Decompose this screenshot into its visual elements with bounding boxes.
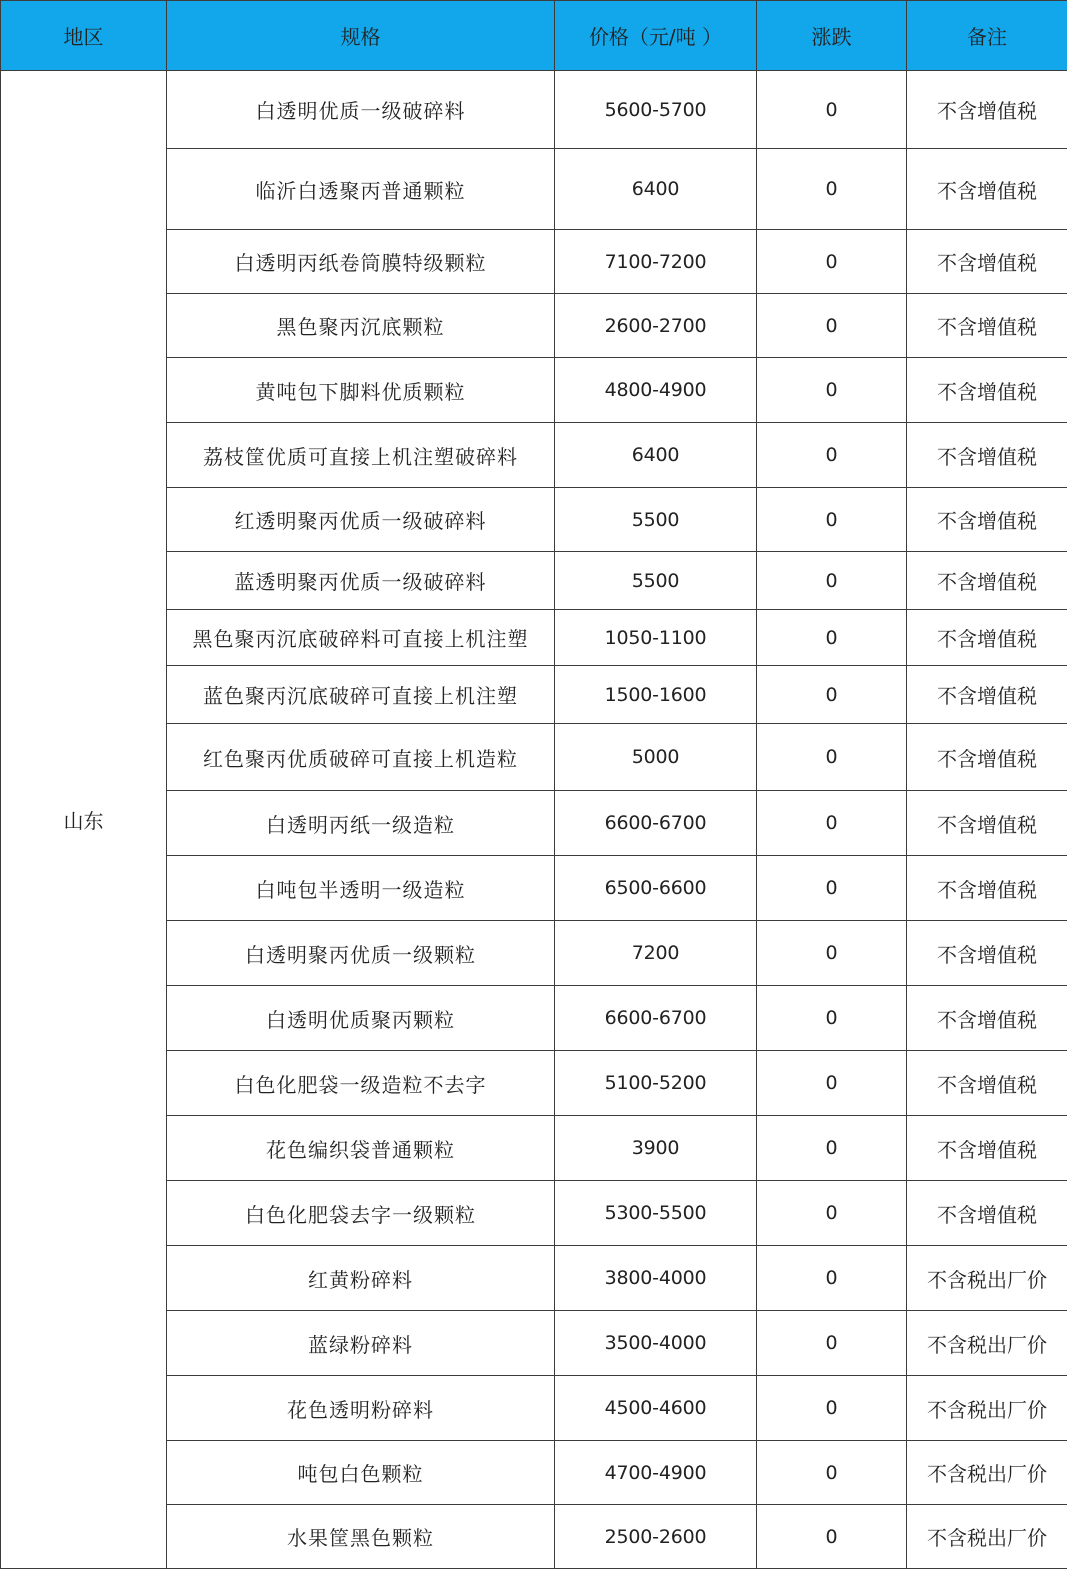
note-cell: 不含增值税 bbox=[907, 294, 1067, 358]
change-cell: 0 bbox=[757, 1116, 907, 1181]
header-note: 备注 bbox=[907, 1, 1067, 71]
price-cell: 5500 bbox=[555, 488, 757, 552]
price-cell: 4700-4900 bbox=[555, 1441, 757, 1505]
price-cell: 7100-7200 bbox=[555, 230, 757, 294]
header-price: 价格（元/吨 ） bbox=[555, 1, 757, 71]
spec-cell: 白色化肥袋去字一级颗粒 bbox=[167, 1181, 555, 1246]
price-cell: 2500-2600 bbox=[555, 1505, 757, 1569]
change-cell: 0 bbox=[757, 666, 907, 724]
header-change: 涨跌 bbox=[757, 1, 907, 71]
table-header bbox=[1, 1, 1067, 71]
note-cell: 不含税出厂价 bbox=[907, 1376, 1067, 1441]
price-cell: 5100-5200 bbox=[555, 1051, 757, 1116]
note-cell: 不含增值税 bbox=[907, 1051, 1067, 1116]
change-cell: 0 bbox=[757, 791, 907, 856]
spec-cell: 吨包白色颗粒 bbox=[167, 1441, 555, 1505]
change-cell: 0 bbox=[757, 71, 907, 149]
price-cell: 6400 bbox=[555, 149, 757, 230]
change-cell: 0 bbox=[757, 294, 907, 358]
note-cell: 不含增值税 bbox=[907, 552, 1067, 610]
change-cell: 0 bbox=[757, 488, 907, 552]
note-cell: 不含增值税 bbox=[907, 791, 1067, 856]
spec-cell: 红透明聚丙优质一级破碎料 bbox=[167, 488, 555, 552]
note-cell: 不含增值税 bbox=[907, 610, 1067, 666]
note-cell: 不含税出厂价 bbox=[907, 1441, 1067, 1505]
table-body bbox=[1, 71, 1067, 1569]
price-cell: 5000 bbox=[555, 724, 757, 791]
spec-cell: 荔枝筐优质可直接上机注塑破碎料 bbox=[167, 423, 555, 488]
note-cell: 不含增值税 bbox=[907, 423, 1067, 488]
price-cell: 4800-4900 bbox=[555, 358, 757, 423]
note-cell: 不含增值税 bbox=[907, 856, 1067, 921]
spec-cell: 花色编织袋普通颗粒 bbox=[167, 1116, 555, 1181]
spec-cell: 临沂白透聚丙普通颗粒 bbox=[167, 149, 555, 230]
change-cell: 0 bbox=[757, 1311, 907, 1376]
note-cell: 不含增值税 bbox=[907, 724, 1067, 791]
note-cell: 不含税出厂价 bbox=[907, 1246, 1067, 1311]
price-cell: 5300-5500 bbox=[555, 1181, 757, 1246]
change-cell: 0 bbox=[757, 921, 907, 986]
change-cell: 0 bbox=[757, 1376, 907, 1441]
header-region: 地区 bbox=[1, 1, 167, 71]
price-cell: 6400 bbox=[555, 423, 757, 488]
note-cell: 不含税出厂价 bbox=[907, 1311, 1067, 1376]
region-cell: 山东 bbox=[1, 71, 167, 1569]
spec-cell: 白透明聚丙优质一级颗粒 bbox=[167, 921, 555, 986]
spec-cell: 白色化肥袋一级造粒不去字 bbox=[167, 1051, 555, 1116]
change-cell: 0 bbox=[757, 1505, 907, 1569]
note-cell: 不含增值税 bbox=[907, 1116, 1067, 1181]
note-cell: 不含增值税 bbox=[907, 358, 1067, 423]
spec-cell: 黑色聚丙沉底颗粒 bbox=[167, 294, 555, 358]
spec-cell: 蓝透明聚丙优质一级破碎料 bbox=[167, 552, 555, 610]
price-cell: 7200 bbox=[555, 921, 757, 986]
spec-cell: 黑色聚丙沉底破碎料可直接上机注塑 bbox=[167, 610, 555, 666]
price-cell: 1500-1600 bbox=[555, 666, 757, 724]
change-cell: 0 bbox=[757, 1181, 907, 1246]
price-cell: 4500-4600 bbox=[555, 1376, 757, 1441]
spec-cell: 白吨包半透明一级造粒 bbox=[167, 856, 555, 921]
spec-cell: 红色聚丙优质破碎可直接上机造粒 bbox=[167, 724, 555, 791]
note-cell: 不含税出厂价 bbox=[907, 1505, 1067, 1569]
price-cell: 5500 bbox=[555, 552, 757, 610]
spec-cell: 水果筐黑色颗粒 bbox=[167, 1505, 555, 1569]
price-cell: 3500-4000 bbox=[555, 1311, 757, 1376]
change-cell: 0 bbox=[757, 552, 907, 610]
change-cell: 0 bbox=[757, 986, 907, 1051]
spec-cell: 蓝绿粉碎料 bbox=[167, 1311, 555, 1376]
price-cell: 6600-6700 bbox=[555, 986, 757, 1051]
note-cell: 不含增值税 bbox=[907, 230, 1067, 294]
note-cell: 不含增值税 bbox=[907, 71, 1067, 149]
change-cell: 0 bbox=[757, 358, 907, 423]
note-cell: 不含增值税 bbox=[907, 986, 1067, 1051]
spec-cell: 花色透明粉碎料 bbox=[167, 1376, 555, 1441]
change-cell: 0 bbox=[757, 423, 907, 488]
price-cell: 6500-6600 bbox=[555, 856, 757, 921]
change-cell: 0 bbox=[757, 1051, 907, 1116]
change-cell: 0 bbox=[757, 724, 907, 791]
table-row bbox=[1, 71, 1067, 149]
price-cell: 1050-1100 bbox=[555, 610, 757, 666]
spec-cell: 白透明优质聚丙颗粒 bbox=[167, 986, 555, 1051]
spec-cell: 白透明丙纸卷筒膜特级颗粒 bbox=[167, 230, 555, 294]
price-cell: 5600-5700 bbox=[555, 71, 757, 149]
change-cell: 0 bbox=[757, 1441, 907, 1505]
note-cell: 不含增值税 bbox=[907, 488, 1067, 552]
spec-cell: 蓝色聚丙沉底破碎可直接上机注塑 bbox=[167, 666, 555, 724]
change-cell: 0 bbox=[757, 149, 907, 230]
note-cell: 不含增值税 bbox=[907, 1181, 1067, 1246]
change-cell: 0 bbox=[757, 610, 907, 666]
price-cell: 6600-6700 bbox=[555, 791, 757, 856]
change-cell: 0 bbox=[757, 856, 907, 921]
spec-cell: 黄吨包下脚料优质颗粒 bbox=[167, 358, 555, 423]
spec-cell: 白透明丙纸一级造粒 bbox=[167, 791, 555, 856]
header-row bbox=[1, 1, 1067, 71]
change-cell: 0 bbox=[757, 1246, 907, 1311]
spec-cell: 白透明优质一级破碎料 bbox=[167, 71, 555, 149]
note-cell: 不含增值税 bbox=[907, 921, 1067, 986]
price-cell: 3800-4000 bbox=[555, 1246, 757, 1311]
note-cell: 不含增值税 bbox=[907, 149, 1067, 230]
price-cell: 3900 bbox=[555, 1116, 757, 1181]
spec-cell: 红黄粉碎料 bbox=[167, 1246, 555, 1311]
note-cell: 不含增值税 bbox=[907, 666, 1067, 724]
price-cell: 2600-2700 bbox=[555, 294, 757, 358]
change-cell: 0 bbox=[757, 230, 907, 294]
header-spec: 规格 bbox=[167, 1, 555, 71]
